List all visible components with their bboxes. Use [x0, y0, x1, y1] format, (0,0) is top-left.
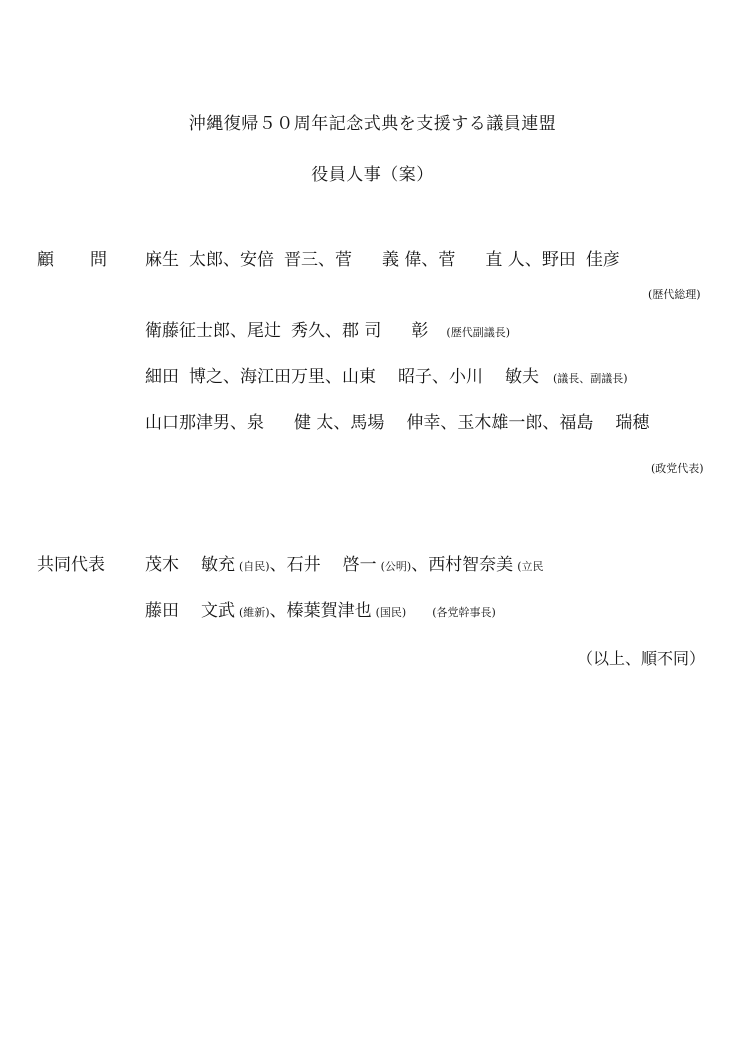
advisor-full-name: 山口那津男 [145, 413, 230, 433]
comma: 、 [524, 250, 542, 270]
advisors-row-2 [145, 320, 510, 344]
comma: 、 [333, 413, 351, 433]
advisor-family-name: 細田 [145, 367, 179, 387]
rep-family-name: 石井 [286, 555, 321, 575]
advisors-row-3 [145, 366, 628, 390]
advisors-label-a: 顧 [37, 250, 54, 270]
comma: 、 [223, 250, 240, 270]
advisor-family-name: 安倍 [240, 250, 274, 270]
comma: 、 [411, 555, 429, 575]
rep-full-name: 榛葉賀津也 [286, 601, 372, 621]
advisor-family-name: 麻生 [145, 250, 179, 270]
advisor-family-name: 福島 [559, 413, 594, 433]
closing-note: （以上、順不同） [577, 649, 706, 668]
advisor-given-name: 直 人 [485, 250, 525, 270]
advisor-given-name: 昭子 [398, 367, 432, 387]
advisor-full-name: 衛藤征士郎 [145, 321, 230, 341]
advisor-family-name: 野田 [541, 250, 576, 270]
advisors-label-b: 問 [90, 250, 107, 270]
advisor-family-name: 郡 司 [342, 321, 382, 341]
comma: 、 [318, 250, 335, 270]
advisor-given-name: 佳彦 [585, 250, 620, 270]
comma: 、 [325, 367, 342, 387]
rep-given-name: 文武 [201, 601, 235, 621]
advisors-row-3-note: (議長、副議長) [553, 372, 628, 385]
advisor-family-name: 泉 [247, 413, 264, 433]
rep-full-name: 西村智奈美 [428, 555, 514, 575]
rep-given-name: 啓一 [342, 555, 377, 575]
advisor-family-name: 菅 [335, 250, 352, 270]
advisor-given-name: 健 太 [294, 413, 334, 433]
advisor-given-name: 敏夫 [505, 367, 539, 387]
document-subtitle: 役員人事（案） [311, 165, 434, 185]
advisor-family-name: 山東 [342, 367, 376, 387]
party-tag: (維新) [239, 606, 270, 619]
advisors-row-4-note: (政党代表) [651, 462, 704, 475]
advisor-given-name: 彰 [411, 321, 429, 341]
rep-given-name: 敏充 [201, 555, 235, 575]
comma: 、 [230, 321, 247, 341]
advisor-given-name: 晋三 [284, 250, 318, 270]
advisor-family-name: 小川 [449, 367, 483, 387]
advisors-row-4 [145, 412, 649, 434]
advisor-family-name: 尾辻 [247, 321, 281, 341]
co-representatives-note: (各党幹事長) [432, 606, 496, 619]
comma: 、 [223, 367, 240, 387]
party-tag: (国民) [375, 606, 407, 619]
advisor-family-name: 菅 [438, 250, 456, 270]
comma: 、 [440, 413, 458, 433]
advisor-given-name: 博之 [189, 367, 223, 387]
advisor-given-name: 伸幸 [406, 413, 441, 433]
advisor-given-name: 太郎 [189, 250, 223, 270]
advisor-given-name: 秀久 [291, 321, 325, 341]
advisor-full-name: 海江田万里 [240, 367, 325, 387]
rep-family-name: 藤田 [145, 601, 179, 621]
comma: 、 [230, 413, 247, 433]
comma: 、 [432, 367, 449, 387]
comma: 、 [421, 250, 439, 270]
comma: 、 [269, 555, 287, 575]
advisors-label [37, 249, 107, 271]
party-tag: (自民) [239, 560, 270, 573]
document-title: 沖縄復帰５０周年記念式典を支援する議員連盟 [188, 114, 557, 134]
comma: 、 [269, 601, 287, 621]
advisors-row-2-note: (歴代副議長) [446, 326, 510, 339]
advisor-given-name: 瑞穂 [615, 413, 650, 433]
rep-family-name: 茂木 [145, 555, 179, 575]
advisors-row-1 [145, 249, 620, 271]
co-representatives-row-1 [145, 554, 543, 578]
co-representatives-row-2 [145, 600, 496, 624]
comma: 、 [325, 321, 342, 341]
advisors-row-1-note: (歴代総理) [648, 288, 701, 301]
party-tag: (公明) [380, 560, 412, 573]
party-tag: (立民 [517, 560, 544, 573]
advisor-family-name: 馬場 [350, 413, 385, 433]
co-representatives-label: 共同代表 [37, 555, 105, 575]
advisor-full-name: 玉木雄一郎 [457, 413, 543, 433]
advisor-given-name: 義 偉 [382, 250, 422, 270]
comma: 、 [542, 413, 560, 433]
